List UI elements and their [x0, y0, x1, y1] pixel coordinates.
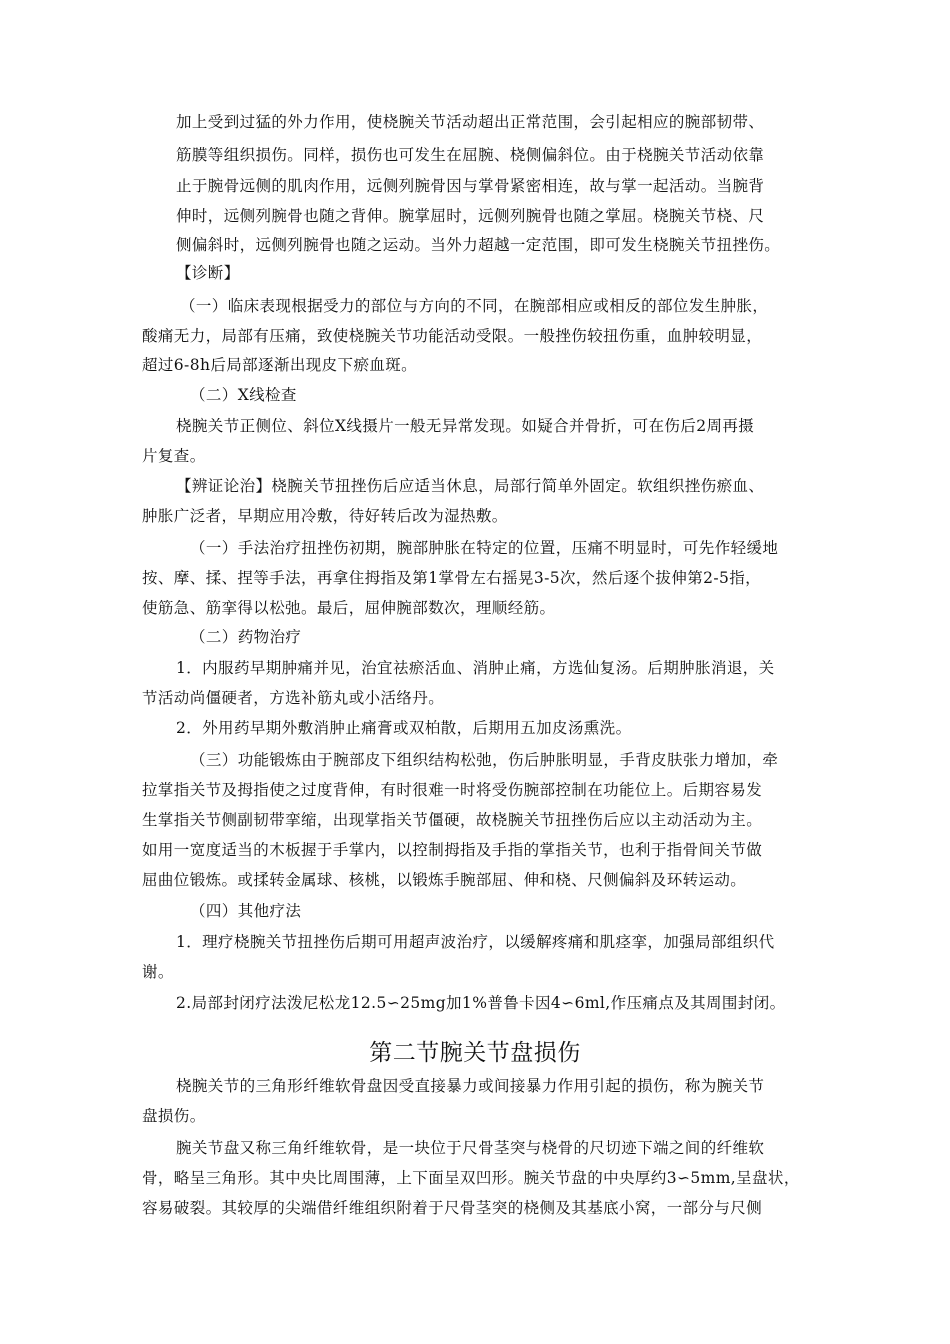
text-line-12: 片复查。 [142, 447, 206, 465]
text-line-29: 谢。 [142, 963, 174, 981]
text-line-22: （三）功能锻炼由于腕部皮下组织结构松弛，伤后肿胀明显，手背皮肤张力增加，牵 [190, 751, 779, 769]
section-label-diagnosis: 【诊断】 [176, 264, 240, 282]
subheading-medication: （二）药物治疗 [190, 628, 302, 646]
section-heading: 第二节腕关节盘损伤 [369, 1040, 581, 1066]
subheading-other-therapies: （四）其他疗法 [190, 902, 302, 920]
text-line-5: 侧偏斜时，远侧列腕骨也随之运动。当外力超越一定范围，即可发生桡腕关节扭挫伤。 [176, 236, 781, 254]
text-line-2: 筋膜等组织损伤。同样，损伤也可发生在屈腕、桡侧偏斜位。由于桡腕关节活动依靠 [176, 146, 765, 164]
text-line-1: 加上受到过猛的外力作用，使桡腕关节活动超出正常范围，会引起相应的腕部韧带、 [176, 113, 765, 131]
text-line-11: 桡腕关节正侧位、斜位X线摄片一般无异常发现。如疑合并骨折，可在伤后2周再摄 [176, 417, 755, 435]
text-line-30: 2.局部封闭疗法泼尼松龙12.5∽25mg加1%普鲁卡因4∽6ml,作压痛点及其周围封闭。 [176, 994, 786, 1012]
text-line-23: 拉掌指关节及拇指使之过度背伸，有时很难一时将受伤腕部控制在功能位上。后期容易发 [142, 781, 763, 799]
text-line-8: 酸痛无力，局部有压痛，致使桡腕关节功能活动受限。一般挫伤较扭伤重，血肿较明显， [142, 327, 763, 345]
text-line-25: 如用一宽度适当的木板握于手掌内，以控制拇指及手指的掌指关节，也利于指骨间关节做 [142, 841, 763, 859]
text-line-16: 按、摩、揉、捏等手法，再拿住拇指及第1掌骨左右摇晃3-5次，然后逐个拔伸第2-5指， [142, 569, 762, 587]
text-line-28: 1．理疗桡腕关节扭挫伤后期可用超声波治疗，以缓解疼痛和肌痉挛，加强局部组织代 [176, 933, 775, 951]
text-line-32: 桡腕关节的三角形纤维软骨盘因受直接暴力或间接暴力作用引起的损伤，称为腕关节 [176, 1077, 765, 1095]
text-line-19: 1．内服药早期肿痛并见，治宜祛瘀活血、消肿止痛，方选仙复汤。后期肿胀消退，关 [176, 659, 775, 677]
text-line-9: 超过6-8h后局部逐渐出现皮下瘀血斑。 [142, 356, 418, 374]
subheading-xray: （二）X线检查 [190, 386, 297, 404]
text-line-3: 止于腕骨远侧的肌肉作用，远侧列腕骨因与掌骨紧密相连，故与掌一起活动。当腕背 [176, 177, 765, 195]
text-line-33: 盘损伤。 [142, 1107, 206, 1125]
text-line-17: 使筋急、筋挛得以松弛。最后，屈伸腕部数次，理顺经筋。 [142, 599, 556, 617]
text-line-36: 容易破裂。其较厚的尖端借纤维组织附着于尺骨茎突的桡侧及其基底小窝，一部分与尺侧 [142, 1199, 763, 1217]
text-line-7: （一）临床表现根据受力的部位与方向的不同，在腕部相应或相反的部位发生肿胀， [180, 297, 769, 315]
text-line-14: 肿胀广泛者，早期应用冷敷，待好转后改为湿热敷。 [142, 507, 508, 525]
text-line-34: 腕关节盘又称三角纤维软骨，是一块位于尺骨茎突与桡骨的尺切迹下端之间的纤维软 [176, 1139, 765, 1157]
section-label-treatment: 【辨证论治】桡腕关节扭挫伤后应适当休息，局部行简单外固定。软组织挫伤瘀血、 [176, 477, 765, 495]
text-line-24: 生掌指关节侧副韧带挛缩，出现掌指关节僵硬，故桡腕关节扭挫伤后应以主动活动为主。 [142, 811, 763, 829]
text-line-26: 屈曲位锻炼。或揉转金属球、核桃，以锻炼手腕部屈、伸和桡、尺侧偏斜及环转运动。 [142, 871, 747, 889]
text-line-15: （一）手法治疗扭挫伤初期，腕部肿胀在特定的位置，压痛不明显时，可先作轻缓地 [190, 539, 779, 557]
text-line-20: 节活动尚僵硬者，方选补筋丸或小活络丹。 [142, 689, 445, 707]
text-line-35: 骨，略呈三角形。其中央比周围薄，上下面呈双凹形。腕关节盘的中央厚约3∽5mm,呈盘状， [142, 1169, 800, 1187]
text-line-21: 2．外用药早期外敷消肿止痛膏或双柏散，后期用五加皮汤熏洗。 [176, 719, 632, 737]
text-line-4: 伸时，远侧列腕骨也随之背伸。腕掌屈时，远侧列腕骨也随之掌屈。桡腕关节桡、尺 [176, 207, 765, 225]
